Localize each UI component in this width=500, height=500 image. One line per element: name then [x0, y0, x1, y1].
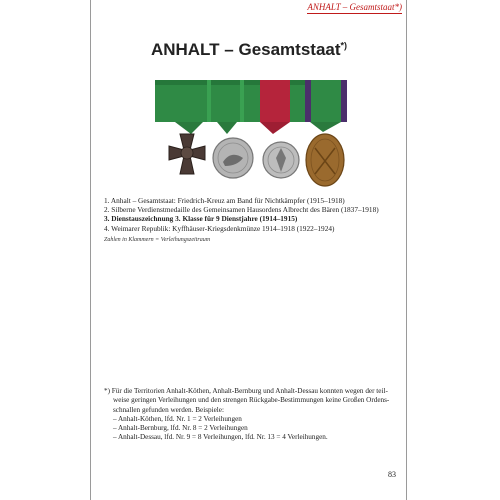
caption-item-4: 4. Weimarer Republik: Kyffhäuser-Kriegsdenkmünze 1914–1918 (1922–1924): [104, 223, 335, 233]
title-footnote-marker: *): [340, 40, 348, 51]
kyffhaeuser-commemorative-medal: [306, 134, 344, 186]
footnote-line: *) Für die Territorien Anhalt-Köthen, Anhalt-Bernburg und Anhalt-Dessau konnten wegen der teil-: [104, 387, 388, 395]
caption-item-3: 3. Dienstauszeichnung 3. Klasse für 9 Dienstjahre (1914–1915): [104, 214, 298, 224]
page-title: [90, 40, 408, 60]
silver-merit-medal: [213, 138, 253, 178]
footnote-line: – Anhalt-Köthen, lfd. Nr. 1 = 2 Verleihungen: [113, 414, 242, 423]
page-title-text: ANHALT – Gesamtstaat: [150, 40, 341, 59]
footnote-line: – Anhalt-Bernburg, lfd. Nr. 8 = 2 Verleihungen: [113, 424, 248, 433]
service-medal: [263, 142, 299, 178]
footnote-line: weise geringen Verleihungen und den strengen Rückgabe-Bestimmungen keine Großen Ordens-: [113, 396, 390, 405]
medal-bar-photo: [145, 78, 360, 193]
footnote: [104, 387, 404, 443]
running-head: ANHALT – Gesamtstaat*): [307, 2, 402, 12]
footnote-line: schnallen gefunden werden. Beispiele:: [113, 405, 224, 414]
caption-item-1: 1. Anhalt – Gesamtstaat: Friedrich-Kreuz am Band für Nichtkämpfer (1915–1918): [104, 196, 345, 205]
friedrich-cross-medal: [169, 134, 205, 174]
page-number: 83: [388, 470, 396, 479]
ribbon-red: [260, 80, 290, 122]
caption-note: Zahlen in Klammern = Verleihungszeitraum: [104, 237, 211, 243]
medal-caption-list: [104, 196, 404, 233]
footnote-line: – Anhalt-Dessau, lfd. Nr. 9 = 8 Verleihungen, lfd. Nr. 13 = 4 Verleihungen.: [113, 433, 328, 442]
medal-bar-illustration: [145, 78, 360, 193]
caption-item-2: 2. Silberne Verdienstmedaille des Gemeinsamen Hausordens Albrecht des Bären (1837–1918): [104, 205, 379, 215]
